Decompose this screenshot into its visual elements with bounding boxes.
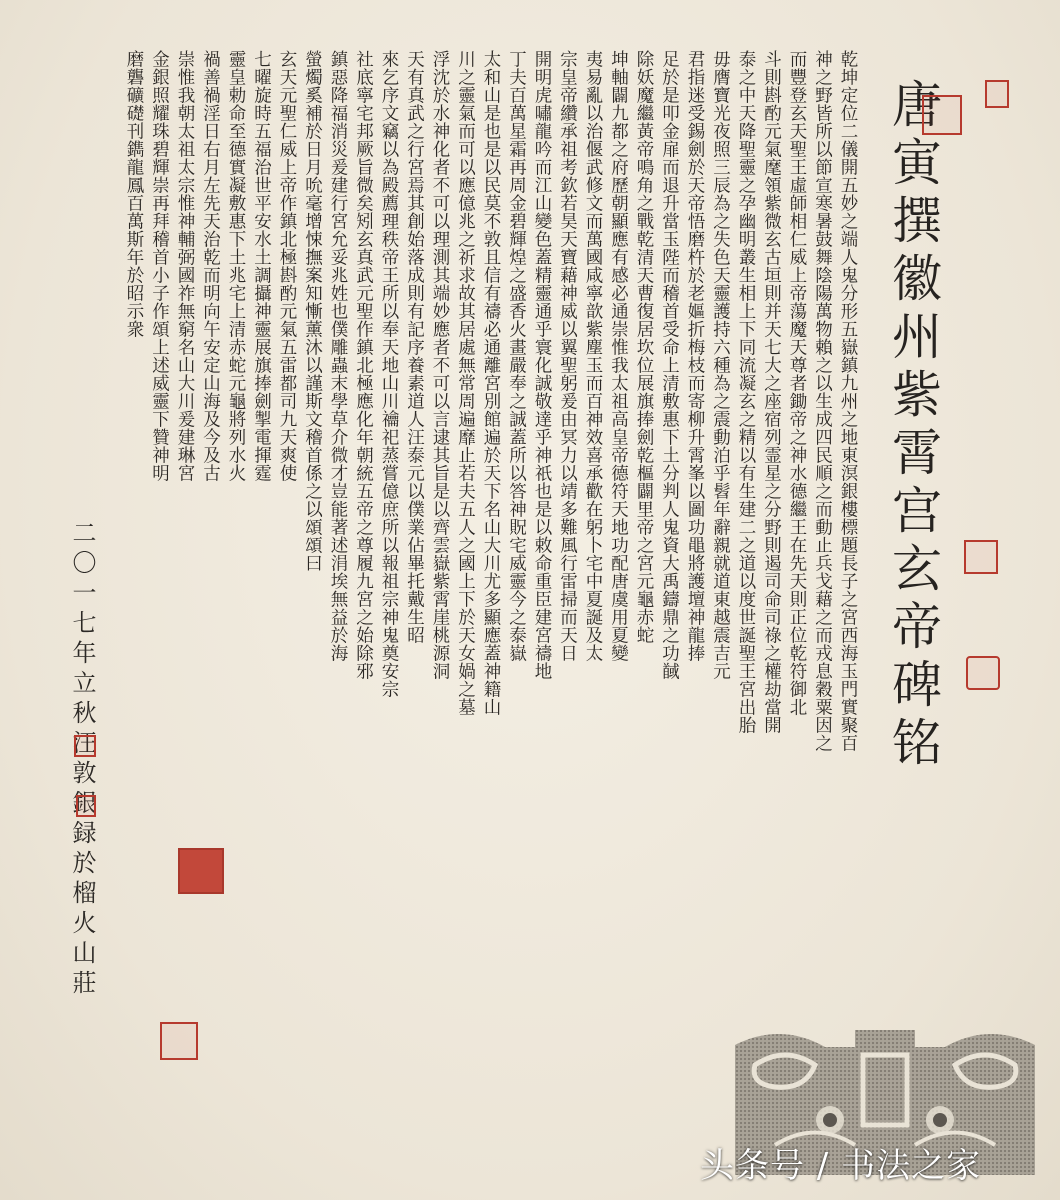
- seal-colophon-1: [74, 735, 96, 757]
- inscription-column: 七曜旋時五福治世平安水土調攝神靈展旗捧劍掣電揮霆: [251, 50, 272, 482]
- seal-top-small: [985, 80, 1009, 108]
- seal-left-bottom: [160, 1022, 198, 1060]
- inscription-column: 丁夫百萬星霜再周金碧輝煌之盛香火畫嚴奉之誠蓋所以答神貺宅威靈今之泰嶽: [506, 50, 527, 662]
- watermark-text: 头条号 / 书法之家: [700, 1146, 982, 1186]
- inscription-column: 除妖魔繼黃帝鳴角之戰乾清天曹復居坎位展旗捧劍乾樞闢里帝之宮元龜赤蛇: [634, 50, 654, 644]
- inscription-column: 君指迷受錫劍於天帝悟磨杵於老嫗折梅枝而寄柳升霄峯以圖功黽將護壇神龍捧: [685, 50, 705, 662]
- inscription-column: 開明虎嘯龍吟而江山變色蓋精靈通乎寰化誠敬達乎神祇也是以敕命重臣建宮禱地: [532, 50, 552, 680]
- seal-left-large: [178, 848, 224, 894]
- inscription-column: 宗皇帝纘承祖考欽若昊天寶藉神威以翼聖躬爰由冥力以靖多難風行雷掃而天日: [557, 50, 578, 662]
- seal-title-head: [922, 95, 962, 135]
- inscription-column: 足於是叩金扉而退升當玉陛而稽首受命上清敷惠下土分判人鬼資大禹鑄鼎之功馘: [659, 50, 680, 680]
- scroll-title: 唐寅撰徽州紫霄宫玄帝碑铭: [884, 78, 942, 774]
- colophon-signature: 二〇一七年立秋汪敦銀録於榴火山莊: [68, 520, 96, 1000]
- inscription-column: 太和山是也是以民莫不敦且信有禱必通離宮別館遍於天下名山大川尤多顯應蓋神籍山: [481, 50, 501, 716]
- inscription-column: 毋膺寶光夜照三辰為之失色天靈護持六種為之震動泊乎髫年辭親就道東越震吉元: [710, 50, 731, 680]
- inscription-column: 泰之中天降聖靈之孕幽明叢生相上下同流凝玄之精以有生建二之道以度世誕聖王宮出胎: [736, 50, 756, 734]
- inscription-column: 螢燭奚補於日月吮毫增悚撫案知慚薰沐以謹斯文稽首係之以頌頌曰: [302, 50, 323, 572]
- seal-colophon-2: [76, 795, 96, 817]
- inscription-column: 社底寧宅邦厥旨微矣矧玄真武元聖作鎮北極應化年朝統五帝之尊履九宮之始除邪: [353, 50, 374, 680]
- inscription-column: 磨礱礦礎刊鐫龍鳳百萬斯年於昭示衆: [124, 50, 144, 338]
- inscription-column: 川之靈氣而可以應億兆之祈求故其居處無常周遍靡止若夫五人之國上下於天女媧之墓: [455, 50, 476, 716]
- inscription-column: 天有真武之行宮焉其創始落成則有記序養素道人汪泰元以僕業佔畢托戴生昭: [404, 50, 425, 644]
- inscription-column: 金銀照耀珠碧輝崇再拜稽首小子作頌上述威靈下贊神明: [149, 50, 170, 482]
- inscription-body: [124, 50, 860, 752]
- inscription-column: 而豐登玄天聖王虛師相仁威上帝蕩魔天尊者鋤帝之神水德繼王在先天則正位乾符御北: [787, 50, 807, 716]
- inscription-column: 禍善禍淫日右月左先天治乾而明向午安定山海及今及古: [200, 50, 221, 482]
- inscription-column: 神之野皆所以節宣寒暑鼓舞陰陽萬物賴之以生成四民順之而動止兵戈藉之而戎息穀粟因之: [812, 50, 833, 752]
- seal-title-mid: [964, 540, 998, 574]
- inscription-column: 夷易亂以治偃武修文而萬國咸寧歆紫塵玉而百神效喜承歡在躬卜宅中夏誕及太: [583, 50, 603, 662]
- inscription-column: 浮沈於水神化者不可以理測其端妙應者不可以言逮其旨是以齊雲嶽紫霄崖桃源洞: [430, 50, 450, 680]
- inscription-column: 斗則斟酌元氣麾領紫微玄古垣則并天七大之座宿列霊星之分野則遏司命司祿之權劫當開: [761, 50, 782, 734]
- inscription-column: 玄天元聖仁威上帝作鎮北極斟酌元氣五雷都司九天爽使: [277, 50, 297, 482]
- inscription-column: 乾坤定位二儀開五妙之端人鬼分形五嶽鎮九州之地東溟銀樓標題長子之宮西海玉門實聚百: [838, 50, 858, 752]
- inscription-column: 坤軸闢九都之府歷朝顯應有感必通崇惟我太祖高皇帝德符天地功配唐虞用夏變: [608, 50, 629, 662]
- inscription-column: 崇惟我朝太祖太宗惟神輔弼國祚無窮名山大川爰建琳宮: [175, 50, 195, 482]
- inscription-column: 來乞序文竊以為殿薦理秩帝王所以奉天地山川禴祀蒸嘗億庶所以報祖宗神鬼奠安宗: [379, 50, 399, 698]
- inscription-column: 鎮惡降福消災爰建行宮允妥兆姓也僕雕蟲末學草介微才豈能著述涓埃無益於海: [328, 50, 348, 662]
- inscription-column: 靈皇勅命至德實凝敷惠下土兆宅上清赤蛇元龜將列水火: [226, 50, 246, 482]
- seal-title-low: [966, 656, 1000, 690]
